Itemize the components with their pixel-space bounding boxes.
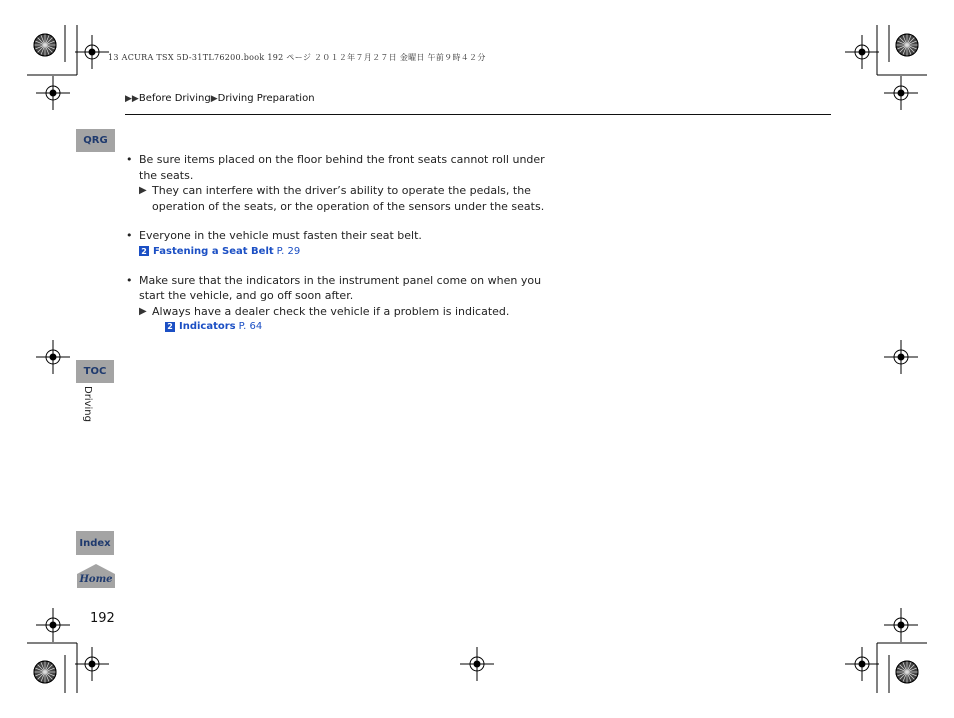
breadcrumb-page: Driving Preparation [217, 93, 315, 104]
cross-reference-link[interactable] [139, 244, 565, 259]
home-icon [76, 563, 116, 589]
header-rule [125, 114, 831, 115]
home-button[interactable] [76, 563, 116, 589]
bullet-icon: • [126, 153, 133, 166]
page-number: 192 [90, 611, 115, 626]
xref-label[interactable]: Fastening a Seat Belt [153, 245, 274, 257]
index-button[interactable]: Index [76, 531, 114, 555]
bullet-text: Be sure items placed on the floor behind the front seats cannot roll under the seats. [139, 153, 545, 182]
breadcrumb-arrow-icon: ▶ [210, 94, 218, 104]
bullet-icon: • [126, 273, 133, 287]
content-body [125, 152, 565, 342]
qrg-button[interactable]: QRG [76, 129, 115, 152]
arrow-icon: ▶ [139, 305, 147, 317]
home-label: Home [79, 574, 113, 585]
section-side-label: Driving [82, 386, 93, 422]
arrow-icon: ▶ [139, 185, 147, 196]
bullet-icon: • [126, 229, 133, 242]
note-text: Always have a dealer check the vehicle if a problem is indicated. [152, 304, 510, 318]
xref-page[interactable]: P. 64 [238, 321, 263, 332]
bullet-note [139, 304, 565, 320]
bullet-note [139, 183, 565, 214]
breadcrumb [125, 93, 315, 104]
xref-page[interactable]: P. 29 [276, 245, 301, 257]
cross-reference-link[interactable] [139, 319, 565, 334]
bullet-text: Make sure that the indicators in the instrument panel come on when you start the vehicle, and go off soon after. [139, 273, 542, 302]
note-text: They can interfere with the driver’s ability to operate the pedals, the operation of the seats, or the operation of the sensors under the seats. [152, 184, 545, 213]
xref-label[interactable]: Indicators [179, 321, 236, 332]
breadcrumb-section[interactable]: Before Driving [138, 93, 211, 104]
breadcrumb-arrow-icon: ▶▶ [125, 94, 139, 104]
bullet-text: Everyone in the vehicle must fasten their seat belt. [139, 229, 422, 242]
list-item [125, 228, 565, 259]
list-item [125, 273, 565, 335]
toc-button[interactable]: TOC [76, 360, 114, 383]
print-header: 13 ACURA TSX 5D-31TL76200.book 192 ページ ２０１２年７月２７日 金曜日 午前９時４２分 [108, 53, 486, 62]
cross-reference-icon: 2 [165, 322, 175, 332]
list-item [125, 152, 565, 214]
cross-reference-icon: 2 [139, 246, 149, 256]
